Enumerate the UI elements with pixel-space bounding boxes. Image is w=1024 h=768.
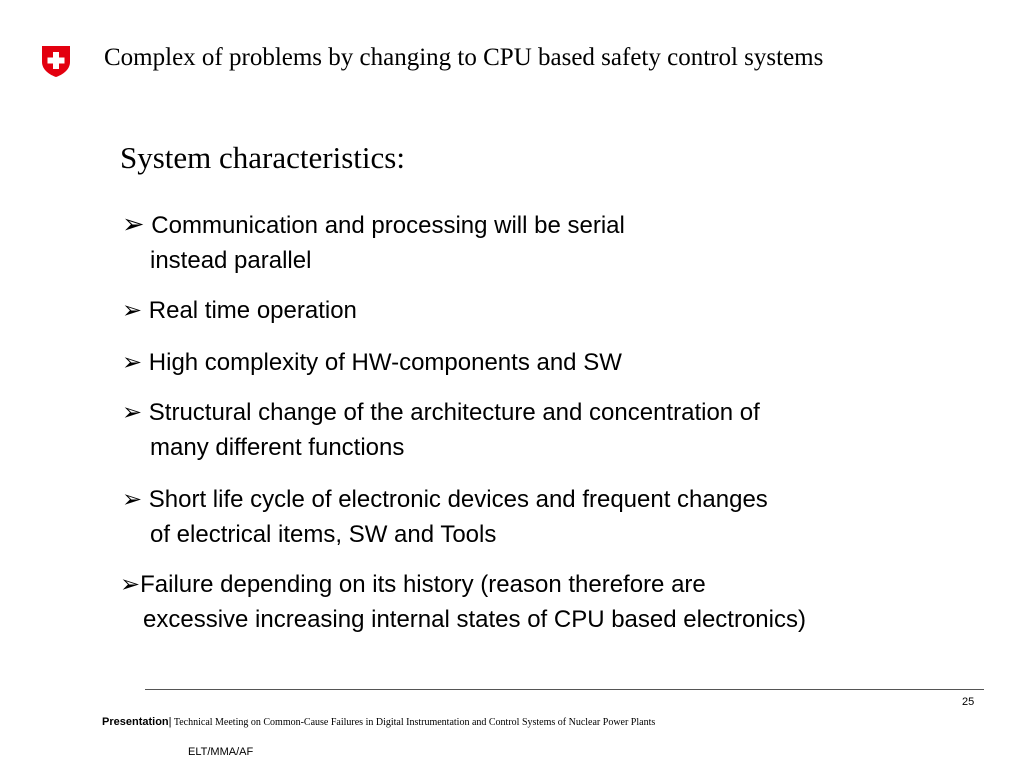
- slide-title: Complex of problems by changing to CPU based safety control systems: [104, 44, 824, 71]
- footer-meeting-title: Technical Meeting on Common-Cause Failures in Digital Instrumentation and Control Systems of Nuclear Power Plants: [171, 717, 656, 728]
- bullet-text: Structural change of the architecture and concentration of: [142, 399, 760, 426]
- arrow-bullet-icon: ➢: [120, 571, 141, 598]
- footer-separator: |: [168, 716, 172, 728]
- arrow-bullet-icon: ➢: [122, 209, 145, 239]
- bullet-item: [120, 567, 806, 637]
- footer-divider: [145, 689, 984, 690]
- footer-label: Presentation: [102, 716, 169, 728]
- bullet-text: Failure depending on its history (reason therefore are: [140, 571, 706, 598]
- bullet-item: [122, 482, 768, 552]
- arrow-bullet-icon: ➢: [122, 399, 143, 426]
- bullet-text: Communication and processing will be serial: [144, 212, 625, 239]
- bullet-text: Short life cycle of electronic devices and frequent changes: [142, 486, 768, 513]
- bullet-text: High complexity of HW-components and SW: [142, 349, 622, 376]
- arrow-bullet-icon: ➢: [122, 297, 143, 324]
- bullet-text-continued: many different functions: [150, 434, 405, 461]
- bullet-text-continued: instead parallel: [150, 247, 312, 274]
- bullet-text-continued: excessive increasing internal states of CPU based electronics): [143, 606, 806, 633]
- footer-line: [102, 716, 655, 728]
- bullet-text: Real time operation: [142, 297, 357, 324]
- bullet-text-continued: of electrical items, SW and Tools: [150, 521, 497, 548]
- section-subtitle: System characteristics:: [120, 140, 405, 175]
- swiss-cross-shield-icon: [40, 44, 72, 78]
- arrow-bullet-icon: ➢: [122, 486, 143, 513]
- bullet-item: [122, 293, 357, 328]
- footer-code: ELT/MMA/AF: [188, 746, 254, 758]
- bullet-item: [122, 395, 760, 465]
- bullet-item: [122, 345, 622, 380]
- page-number: 25: [962, 696, 975, 708]
- arrow-bullet-icon: ➢: [122, 349, 143, 376]
- bullet-item: [122, 207, 625, 278]
